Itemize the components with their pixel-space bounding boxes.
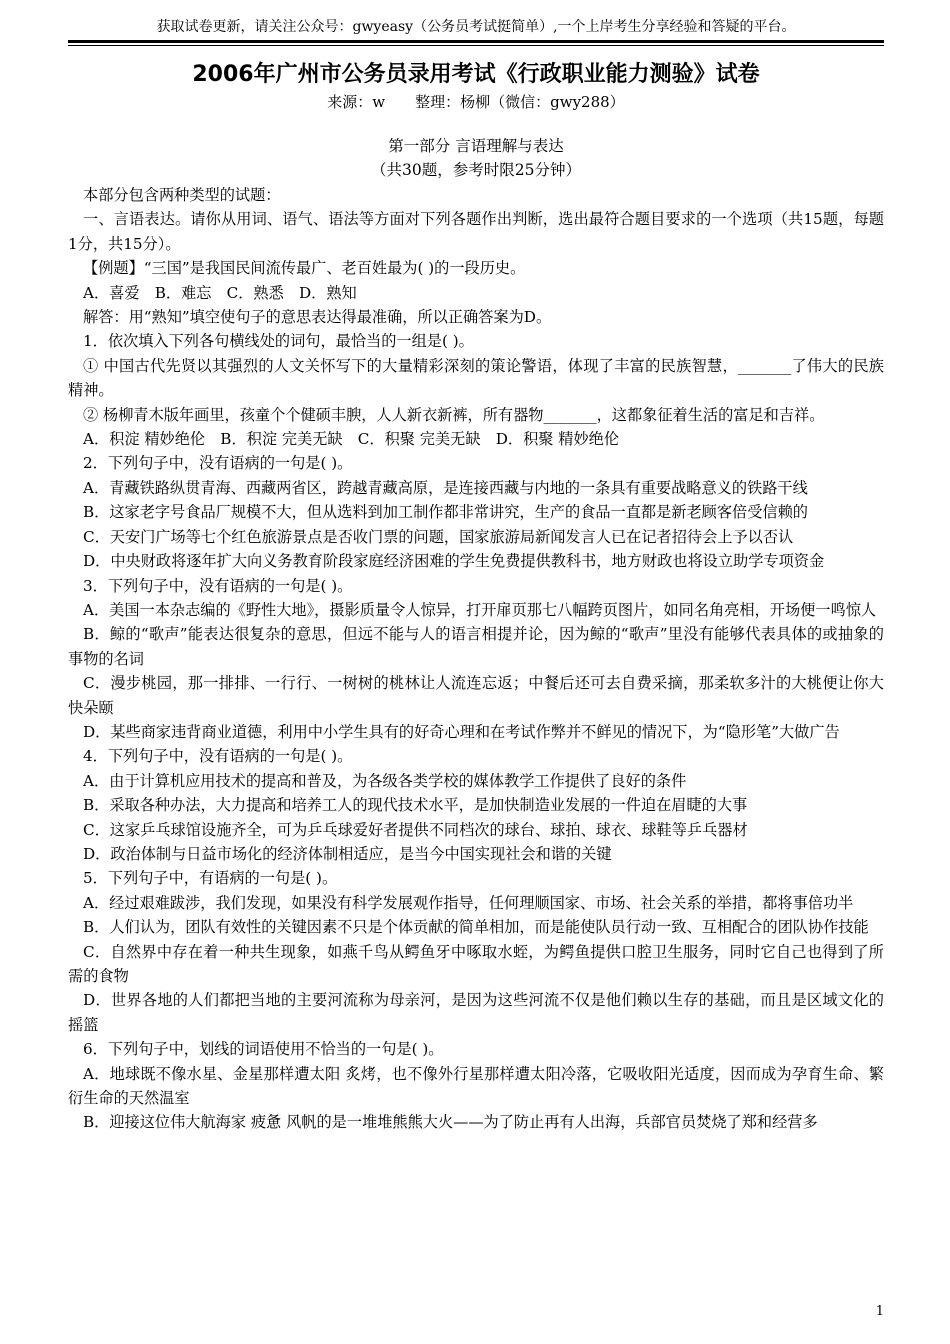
paragraph: ① 中国古代先贤以其强烈的人文关怀写下的大量精彩深刻的策论警语，体现了丰富的民族智慧，_______了伟大的民族精神。 [68, 356, 884, 400]
document-source: 来源：w 整理：杨柳（微信：gwy288） [327, 93, 625, 111]
paragraph: 6．下列句子中，划线的词语使用不恰当的一句是( )。 [83, 1040, 444, 1059]
paragraph: ② 杨柳青木版年画里，孩童个个健硕丰腴，人人新衣新裤，所有器物_______，这都象征着生活的富足和吉祥。 [83, 405, 825, 424]
paragraph: B．人们认为，团队有效性的关键因素不只是个体贡献的简单相加，而是能使队员行动一致、互相配合的团队协作技能 [83, 918, 869, 937]
paragraph: 【例题】“三国”是我国民间流传最广、老百姓最为( )的一段历史。 [83, 259, 526, 278]
page-number: 1 [875, 1304, 884, 1319]
paragraph: A．地球既不像水星、金星那样遭太阳 炙烤，也不像外行星那样遭太阳冷落，它吸收阳光适度，因而成为孕育生命、繁衍生命的天然温室 [68, 1064, 884, 1108]
paragraph: A．喜爱 B．难忘 C．熟悉 D．熟知 [83, 283, 357, 302]
paragraph: C．漫步桃园，那一排排、一行行、一树树的桃林让人流连忘返；中餐后还可去自费采摘，那柔软多汁的大桃便让你大快朵颐 [68, 674, 884, 717]
header-divider-thick [68, 40, 884, 43]
paragraph: B．迎接这位伟大航海家 疲惫 风帆的是一堆堆熊熊大火——为了防止再有人出海，兵部官员焚烧了郑和经营多 [83, 1113, 818, 1132]
paragraph: C．这家乒乓球馆设施齐全，可为乒乓球爱好者提供不同档次的球台、球拍、球衣、球鞋等乒乓器材 [83, 820, 748, 839]
paragraph: 4．下列句子中，没有语病的一句是( )。 [83, 747, 353, 766]
paragraph: C．天安门广场等七个红色旅游景点是否收门票的问题，国家旅游局新闻发言人已在记者招待会上予以否认 [83, 527, 794, 546]
paragraph: 5．下列句子中，有语病的一句是( )。 [83, 869, 338, 888]
paragraph: 1．依次填入下列各句横线处的词句，最恰当的一组是( )。 [83, 332, 474, 351]
paragraph: 一、言语表达。请你从用词、语气、语法等方面对下列各题作出判断，选出最符合题目要求的一个选项（共15题，每题1分，共15分）。 [68, 210, 884, 253]
paragraph: 本部分包含两种类型的试题： [83, 186, 281, 204]
paragraph: B．采取各种办法，大力提高和培养工人的现代技术水平，是加快制造业发展的一件迫在眉睫的大事 [83, 796, 748, 815]
document-body [68, 183, 884, 1135]
paragraph: B．鲸的“歌声”能表达很复杂的意思，但远不能与人的语言相提并论，因为鲸的“歌声”里没有能够代表具体的或抽象的事物的名词 [68, 625, 884, 668]
paragraph: B．这家老字号食品厂规模不大，但从选料到加工制作都非常讲究，生产的食品一直都是新老顾客倍受信赖的 [83, 503, 808, 522]
section-header [68, 134, 884, 182]
section-heading: 第一部分 言语理解与表达 [388, 137, 564, 155]
paragraph: D．世界各地的人们都把当地的主要河流称为母亲河，是因为这些河流不仅是他们赖以生存的基础，而且是区域文化的摇篮 [68, 991, 884, 1034]
paragraph: A．由于计算机应用技术的提高和普及，为各级各类学校的媒体教学工作提供了良好的条件 [83, 771, 687, 790]
paragraph: 2．下列句子中，没有语病的一句是( )。 [83, 454, 353, 473]
document-title: 2006年广州市公务员录用考试《行政职业能力测验》试卷 [192, 62, 760, 87]
paragraph: D．某些商家违背商业道德，利用中小学生具有的好奇心理和在考试作弊并不鲜见的情况下，为“隐形笔”大做广告 [83, 722, 840, 741]
header-divider-thin [68, 45, 884, 46]
paragraph: D．政治体制与日益市场化的经济体制相适应，是当今中国实现社会和谐的关键 [83, 844, 612, 863]
paragraph: 3．下列句子中，没有语病的一句是( )。 [83, 576, 353, 595]
paragraph: D．中央财政将逐年扩大向义务教育阶段家庭经济困难的学生免费提供教科书，地方财政也将设立助学专项资金 [83, 552, 825, 571]
paragraph: C．自然界中存在着一种共生现象，如燕千鸟从鳄鱼牙中啄取水蛭，为鳄鱼提供口腔卫生服务，同时它自己也得到了所需的食物 [68, 942, 884, 985]
paragraph: A．经过艰难跋涉，我们发现，如果没有科学发展观作指导，任何理顺国家、市场、社会关系的举措，都将事倍功半 [83, 893, 854, 912]
paragraph: A．青藏铁路纵贯青海、西藏两省区，跨越青藏高原，是连接西藏与内地的一条具有重要战略意义的铁路干线 [83, 478, 808, 497]
header-banner: 获取试卷更新，请关注公众号：gwyeasy（公务员考试挺简单）,一个上岸考生分享经验和答疑的平台。 [156, 19, 796, 35]
paragraph: A．积淀 精妙绝伦 B．积淀 完美无缺 C．积聚 完美无缺 D．积聚 精妙绝伦 [83, 430, 620, 449]
paragraph: 解答：用“熟知”填空使句子的意思表达得最准确，所以正确答案为D。 [83, 308, 552, 327]
paragraph: A．美国一本杂志编的《野性大地》，摄影质量令人惊异，打开扉页那七八幅跨页图片，如同名角亮相，开场便一鸣惊人 [83, 600, 877, 619]
section-subheading: （共30题，参考时限25分钟） [371, 161, 581, 179]
